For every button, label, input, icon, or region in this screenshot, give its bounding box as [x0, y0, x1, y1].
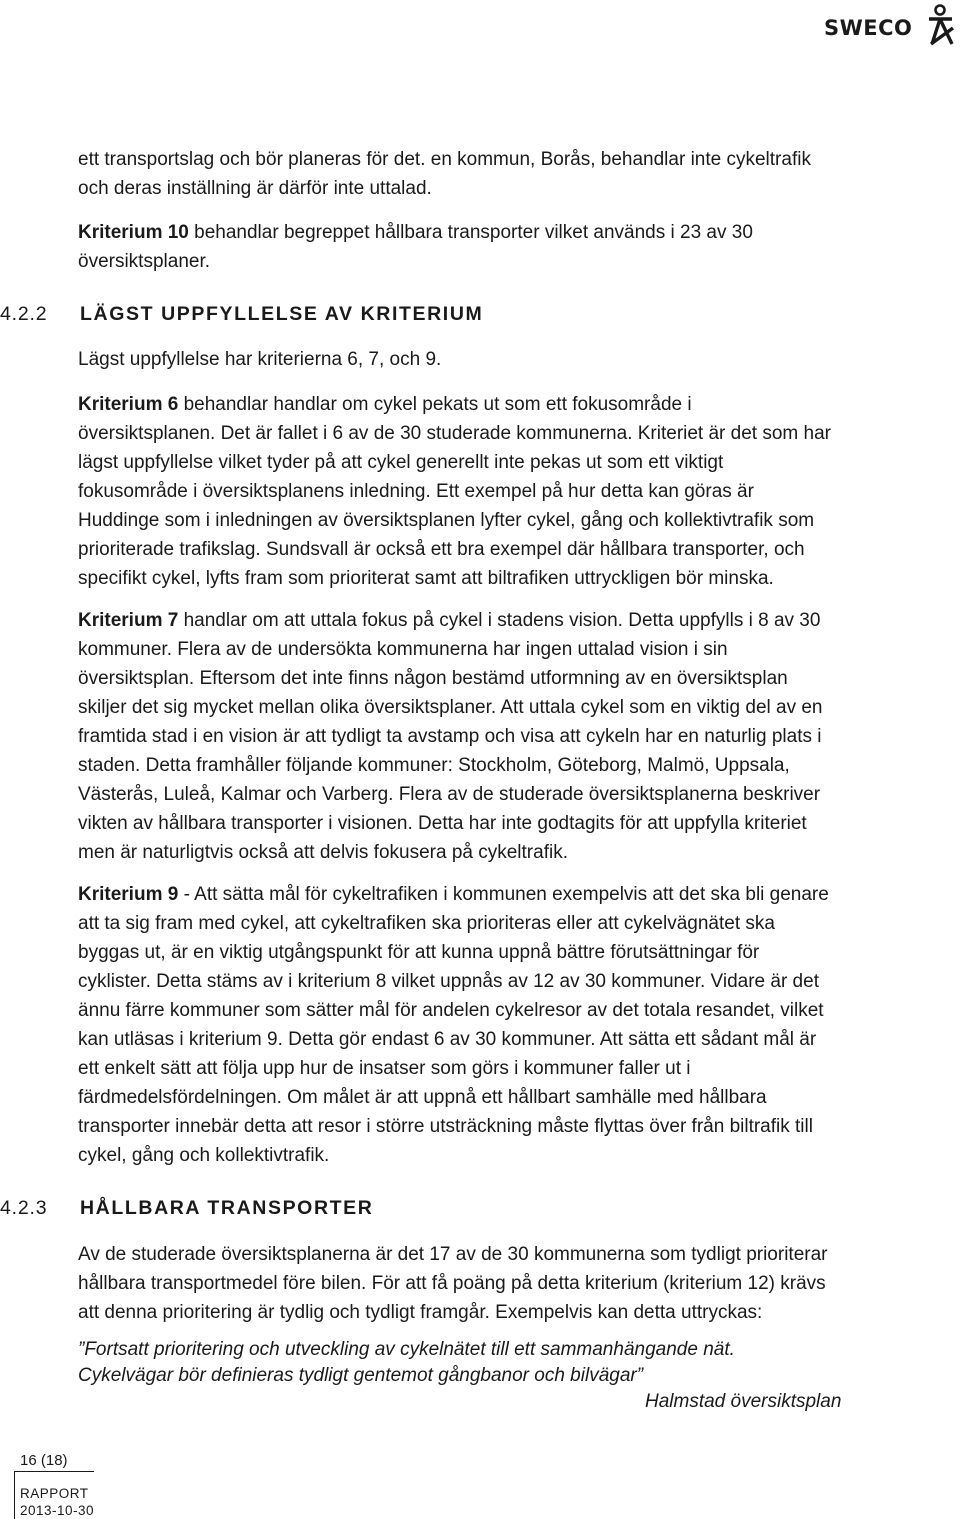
- kriterium-9-text: cykel, gång och kollektivtrafik.: [78, 1145, 330, 1166]
- kriterium-6-text: specifikt cykel, lyfts fram som prioriterat samt att biltrafiken uttryckligen bör minska.: [78, 568, 774, 589]
- hallbara-text: Av de studerade översiktsplanerna är det 17 av de 30 kommunerna som tydligt prioriterar: [78, 1244, 828, 1265]
- kriterium-9-text: - Att sätta mål för cykeltrafiken i kommunen exempelvis att det ska bli genare: [178, 884, 829, 905]
- kriterium-6-text: prioriterade trafikslag. Sundsvall är också ett bra exempel där hållbara transporter, och: [78, 539, 805, 560]
- kriterium-10-paragraph: [78, 218, 958, 276]
- kriterium-7-label: Kriterium 7: [78, 610, 179, 631]
- document-date: 2013-10-30: [20, 1503, 95, 1518]
- kriterium-6-text: behandlar handlar om cykel pekats ut som ett fokusområde i: [178, 394, 692, 415]
- document-type: RAPPORT: [20, 1486, 89, 1501]
- sweco-logo: [824, 4, 960, 48]
- kriterium-7-text: skiljer det sig mycket mellan olika översiktsplaner. Att uttala cykel som en viktig del av en: [78, 697, 823, 718]
- kriterium-10-text: behandlar begreppet hållbara transporter vilket används i 23 av 30: [188, 222, 753, 243]
- kriterium-7-text: Västerås, Luleå, Kalmar och Varberg. Flera av de studerade översiktsplanerna beskriver: [78, 784, 821, 805]
- section-heading-4-2-2: [0, 303, 960, 333]
- kriterium-6-label: Kriterium 6: [78, 394, 179, 415]
- section-heading-4-2-3: [0, 1197, 960, 1227]
- kriterium-6-paragraph: [78, 390, 958, 593]
- intro-line: ett transportslag och bör planeras för det. en kommun, Borås, behandlar inte cykeltrafik: [78, 149, 811, 170]
- lowest-fulfillment-text: Lägst uppfyllelse har kriterierna 6, 7, och 9.: [78, 349, 442, 370]
- kriterium-6-text: översiktsplanen. Det är fallet i 6 av de 30 studerade kommunerna. Kriteriet är det som har: [78, 423, 831, 444]
- lowest-fulfillment-paragraph: [78, 345, 958, 374]
- kriterium-6-text: Huddinge som i inledningen av översiktsplanen lyfter cykel, gång och kollektivtrafik som: [78, 510, 815, 531]
- kriterium-10-text: översiktsplaner.: [78, 251, 211, 272]
- logo-text: SWECO: [824, 16, 913, 40]
- kriterium-9-text: färdmedelsfördelningen. Om målet är att uppnå ett hållbart samhälle med hållbara: [78, 1087, 767, 1108]
- kriterium-9-text: cyklister. Detta stäms av i kriterium 8 vilket uppnås av 12 av 30 kommuner. Vidare är det: [78, 971, 819, 992]
- section-title: HÅLLBARA TRANSPORTER: [80, 1197, 374, 1219]
- kriterium-7-text: framtida stad i en vision är att tydligt ta avstamp och visa att cykeln har en naturlig plats i: [78, 726, 822, 747]
- section-number: 4.2.3: [0, 1197, 48, 1219]
- kriterium-9-text: att ta sig fram med cykel, att cykeltrafiken ska prioriteras eller att cykelvägnätet ska: [78, 913, 775, 934]
- quote-line: ”Fortsatt prioritering och utveckling av cykelnätet till ett sammanhängande nät.: [78, 1339, 735, 1360]
- page-number: 16 (18): [20, 1452, 68, 1469]
- kriterium-7-text: handlar om att uttala fokus på cykel i stadens vision. Detta uppfylls i 8 av 30: [178, 610, 821, 631]
- hallbara-text: att denna prioritering är tydlig och tydligt framgår. Exempelvis kan detta uttryckas:: [78, 1302, 763, 1323]
- kriterium-6-text: fokusområde i översiktsplanens inledning. Ett exempel på hur detta kan göras är: [78, 481, 754, 502]
- hallbara-paragraph: [78, 1240, 958, 1327]
- kriterium-9-text: transporter innebär detta att resor i större utsträckning måste flyttas över från biltrafik till: [78, 1116, 813, 1137]
- sweco-person-icon: [924, 4, 958, 46]
- kriterium-7-text: vikten av hållbara transporter i visionen. Detta har inte godtagits för att uppfylla kriteriet: [78, 813, 807, 834]
- kriterium-9-text: kan utläsas i kriterium 9. Detta gör endast 6 av 30 kommuner. Att sätta ett sådant mål är: [78, 1029, 817, 1050]
- kriterium-6-text: lägst uppfyllelse vilket tyder på att cykel generellt inte pekas ut som ett viktigt: [78, 452, 724, 473]
- kriterium-7-text: men är naturligtvis också att delvis fokusera på cykeltrafik.: [78, 842, 568, 863]
- kriterium-9-label: Kriterium 9: [78, 884, 179, 905]
- section-number: 4.2.2: [0, 303, 48, 325]
- footer-divider: [14, 1471, 15, 1519]
- footer-divider: [14, 1471, 94, 1472]
- intro-paragraph: [78, 145, 958, 203]
- kriterium-7-text: kommuner. Flera av de undersökta kommunerna har ingen uttalad vision i sin: [78, 639, 728, 660]
- kriterium-9-text: ett enkelt sätt att följa upp hur de insatser som görs i kommuner faller ut i: [78, 1058, 691, 1079]
- kriterium-10-label: Kriterium 10: [78, 222, 189, 243]
- kriterium-7-paragraph: [78, 606, 958, 867]
- kriterium-9-text: byggas ut, är en viktig utgångspunkt för att kunna uppnå bättre förutsättningar för: [78, 942, 760, 963]
- kriterium-7-text: översiktsplan. Eftersom det inte finns någon bestämd utformning av en översiktsplan: [78, 668, 788, 689]
- kriterium-9-paragraph: [78, 880, 958, 1170]
- section-title: LÄGST UPPFYLLELSE AV KRITERIUM: [80, 303, 484, 325]
- intro-line: och deras inställning är därför inte uttalad.: [78, 178, 432, 199]
- quote-line: Cykelvägar bör definieras tydligt gentemot gångbanor och bilvägar”: [78, 1365, 644, 1386]
- kriterium-9-text: ännu färre kommuner som sätter mål för andelen cykelresor av det totala resandet, vilket: [78, 1000, 824, 1021]
- kriterium-7-text: staden. Detta framhåller följande kommuner: Stockholm, Göteborg, Malmö, Uppsala,: [78, 755, 790, 776]
- hallbara-text: hållbara transportmedel före bilen. För att få poäng på detta kriterium (kriterium 12) krävs: [78, 1273, 826, 1294]
- quote-source: Halmstad översiktsplan: [645, 1391, 842, 1412]
